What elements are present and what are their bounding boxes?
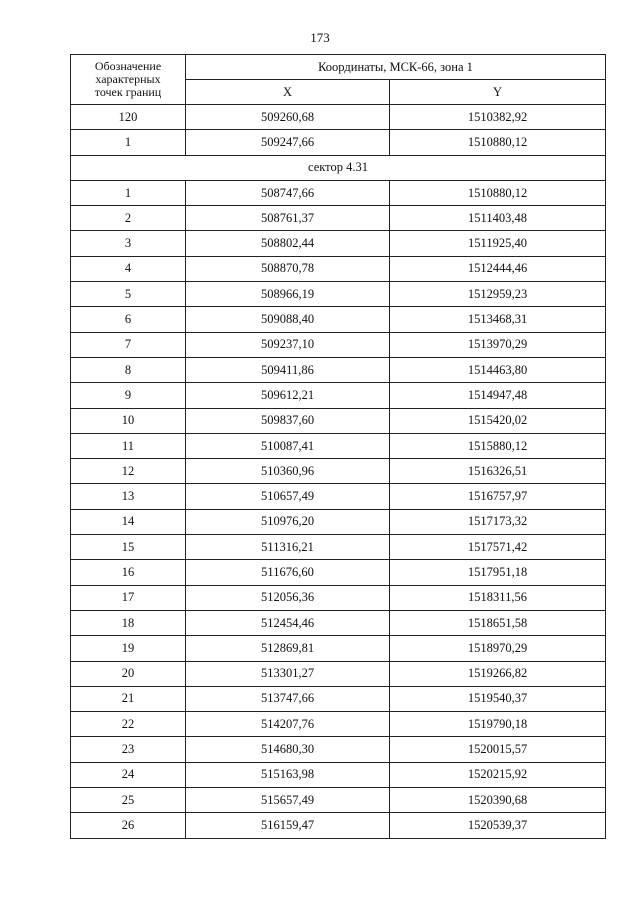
point-cell: 3 xyxy=(71,231,186,256)
y-cell: 1513970,29 xyxy=(390,332,606,357)
x-cell: 513747,66 xyxy=(186,686,390,711)
page-number: 173 xyxy=(310,30,330,45)
point-cell: 26 xyxy=(71,813,186,838)
y-cell: 1517571,42 xyxy=(390,535,606,560)
y-cell: 1510880,12 xyxy=(390,180,606,205)
point-label-header xyxy=(71,55,186,105)
point-cell: 21 xyxy=(71,686,186,711)
point-cell: 17 xyxy=(71,585,186,610)
table-row xyxy=(71,535,606,560)
point-cell: 1 xyxy=(71,130,186,155)
point-cell: 11 xyxy=(71,433,186,458)
x-cell: 508747,66 xyxy=(186,180,390,205)
y-cell: 1510382,92 xyxy=(390,105,606,130)
point-cell: 25 xyxy=(71,788,186,813)
y-cell: 1520015,57 xyxy=(390,737,606,762)
y-column-header: Y xyxy=(390,80,606,105)
y-cell: 1518311,56 xyxy=(390,585,606,610)
point-cell: 16 xyxy=(71,560,186,585)
table-header xyxy=(71,55,606,105)
table-row xyxy=(71,686,606,711)
x-cell: 510360,96 xyxy=(186,459,390,484)
y-cell: 1516757,97 xyxy=(390,484,606,509)
x-cell: 510657,49 xyxy=(186,484,390,509)
x-cell: 509411,86 xyxy=(186,357,390,382)
table-row xyxy=(71,408,606,433)
point-label-line1: Обозначение xyxy=(94,59,162,73)
point-cell: 24 xyxy=(71,762,186,787)
table-row xyxy=(71,560,606,585)
y-cell: 1520390,68 xyxy=(390,788,606,813)
x-cell: 508966,19 xyxy=(186,282,390,307)
x-cell: 509088,40 xyxy=(186,307,390,332)
coordinates-table xyxy=(70,54,606,839)
x-cell: 516159,47 xyxy=(186,813,390,838)
table-row xyxy=(71,712,606,737)
y-cell: 1518651,58 xyxy=(390,610,606,635)
x-cell: 509612,21 xyxy=(186,383,390,408)
table-row xyxy=(71,105,606,130)
point-cell: 8 xyxy=(71,357,186,382)
x-cell: 509247,66 xyxy=(186,130,390,155)
y-cell: 1515420,02 xyxy=(390,408,606,433)
table-row xyxy=(71,231,606,256)
table-row xyxy=(71,459,606,484)
y-cell: 1514947,48 xyxy=(390,383,606,408)
y-cell: 1511403,48 xyxy=(390,206,606,231)
y-cell: 1519790,18 xyxy=(390,712,606,737)
x-cell: 509237,10 xyxy=(186,332,390,357)
point-cell: 10 xyxy=(71,408,186,433)
point-cell: 15 xyxy=(71,535,186,560)
point-cell: 5 xyxy=(71,282,186,307)
y-cell: 1512444,46 xyxy=(390,256,606,281)
y-cell: 1519540,37 xyxy=(390,686,606,711)
point-label-line3: точек границ xyxy=(94,85,162,99)
table-row xyxy=(71,636,606,661)
sector-title: сектор 4.31 xyxy=(71,155,606,180)
table-row xyxy=(71,433,606,458)
table-row xyxy=(71,788,606,813)
point-cell: 20 xyxy=(71,661,186,686)
x-cell: 514207,76 xyxy=(186,712,390,737)
x-cell: 512454,46 xyxy=(186,610,390,635)
coordinates-header: Координаты, МСК-66, зона 1 xyxy=(186,55,606,80)
y-cell: 1520215,92 xyxy=(390,762,606,787)
x-cell: 509260,68 xyxy=(186,105,390,130)
y-cell: 1515880,12 xyxy=(390,433,606,458)
table-row xyxy=(71,307,606,332)
table-row xyxy=(71,661,606,686)
point-cell: 2 xyxy=(71,206,186,231)
y-cell: 1519266,82 xyxy=(390,661,606,686)
x-column-header: X xyxy=(186,80,390,105)
point-cell: 18 xyxy=(71,610,186,635)
table-row xyxy=(71,282,606,307)
y-cell: 1514463,80 xyxy=(390,357,606,382)
table-row xyxy=(71,762,606,787)
x-cell: 510087,41 xyxy=(186,433,390,458)
y-cell: 1517951,18 xyxy=(390,560,606,585)
table-row xyxy=(71,256,606,281)
point-cell: 4 xyxy=(71,256,186,281)
x-cell: 511676,60 xyxy=(186,560,390,585)
table-body xyxy=(71,105,606,839)
y-cell: 1510880,12 xyxy=(390,130,606,155)
x-cell: 508870,78 xyxy=(186,256,390,281)
sector-row xyxy=(71,155,606,180)
point-label-line2: характерных xyxy=(95,72,161,86)
x-cell: 508761,37 xyxy=(186,206,390,231)
x-cell: 508802,44 xyxy=(186,231,390,256)
y-cell: 1512959,23 xyxy=(390,282,606,307)
x-cell: 512869,81 xyxy=(186,636,390,661)
y-cell: 1516326,51 xyxy=(390,459,606,484)
x-cell: 514680,30 xyxy=(186,737,390,762)
y-cell: 1518970,29 xyxy=(390,636,606,661)
table-row xyxy=(71,332,606,357)
point-cell: 14 xyxy=(71,509,186,534)
x-cell: 512056,36 xyxy=(186,585,390,610)
point-cell: 22 xyxy=(71,712,186,737)
x-cell: 510976,20 xyxy=(186,509,390,534)
x-cell: 515163,98 xyxy=(186,762,390,787)
x-cell: 515657,49 xyxy=(186,788,390,813)
table-row xyxy=(71,610,606,635)
y-cell: 1511925,40 xyxy=(390,231,606,256)
point-cell: 6 xyxy=(71,307,186,332)
x-cell: 511316,21 xyxy=(186,535,390,560)
point-cell: 23 xyxy=(71,737,186,762)
point-cell: 7 xyxy=(71,332,186,357)
x-cell: 509837,60 xyxy=(186,408,390,433)
table-row xyxy=(71,357,606,382)
point-cell: 120 xyxy=(71,105,186,130)
table-row xyxy=(71,737,606,762)
table-row xyxy=(71,383,606,408)
point-cell: 1 xyxy=(71,180,186,205)
point-cell: 19 xyxy=(71,636,186,661)
table-row xyxy=(71,180,606,205)
table-row xyxy=(71,585,606,610)
x-cell: 513301,27 xyxy=(186,661,390,686)
y-cell: 1517173,32 xyxy=(390,509,606,534)
point-cell: 9 xyxy=(71,383,186,408)
table-row xyxy=(71,130,606,155)
table-row xyxy=(71,509,606,534)
y-cell: 1513468,31 xyxy=(390,307,606,332)
point-cell: 12 xyxy=(71,459,186,484)
table-row xyxy=(71,813,606,838)
point-cell: 13 xyxy=(71,484,186,509)
table-row xyxy=(71,484,606,509)
y-cell: 1520539,37 xyxy=(390,813,606,838)
table-row xyxy=(71,206,606,231)
